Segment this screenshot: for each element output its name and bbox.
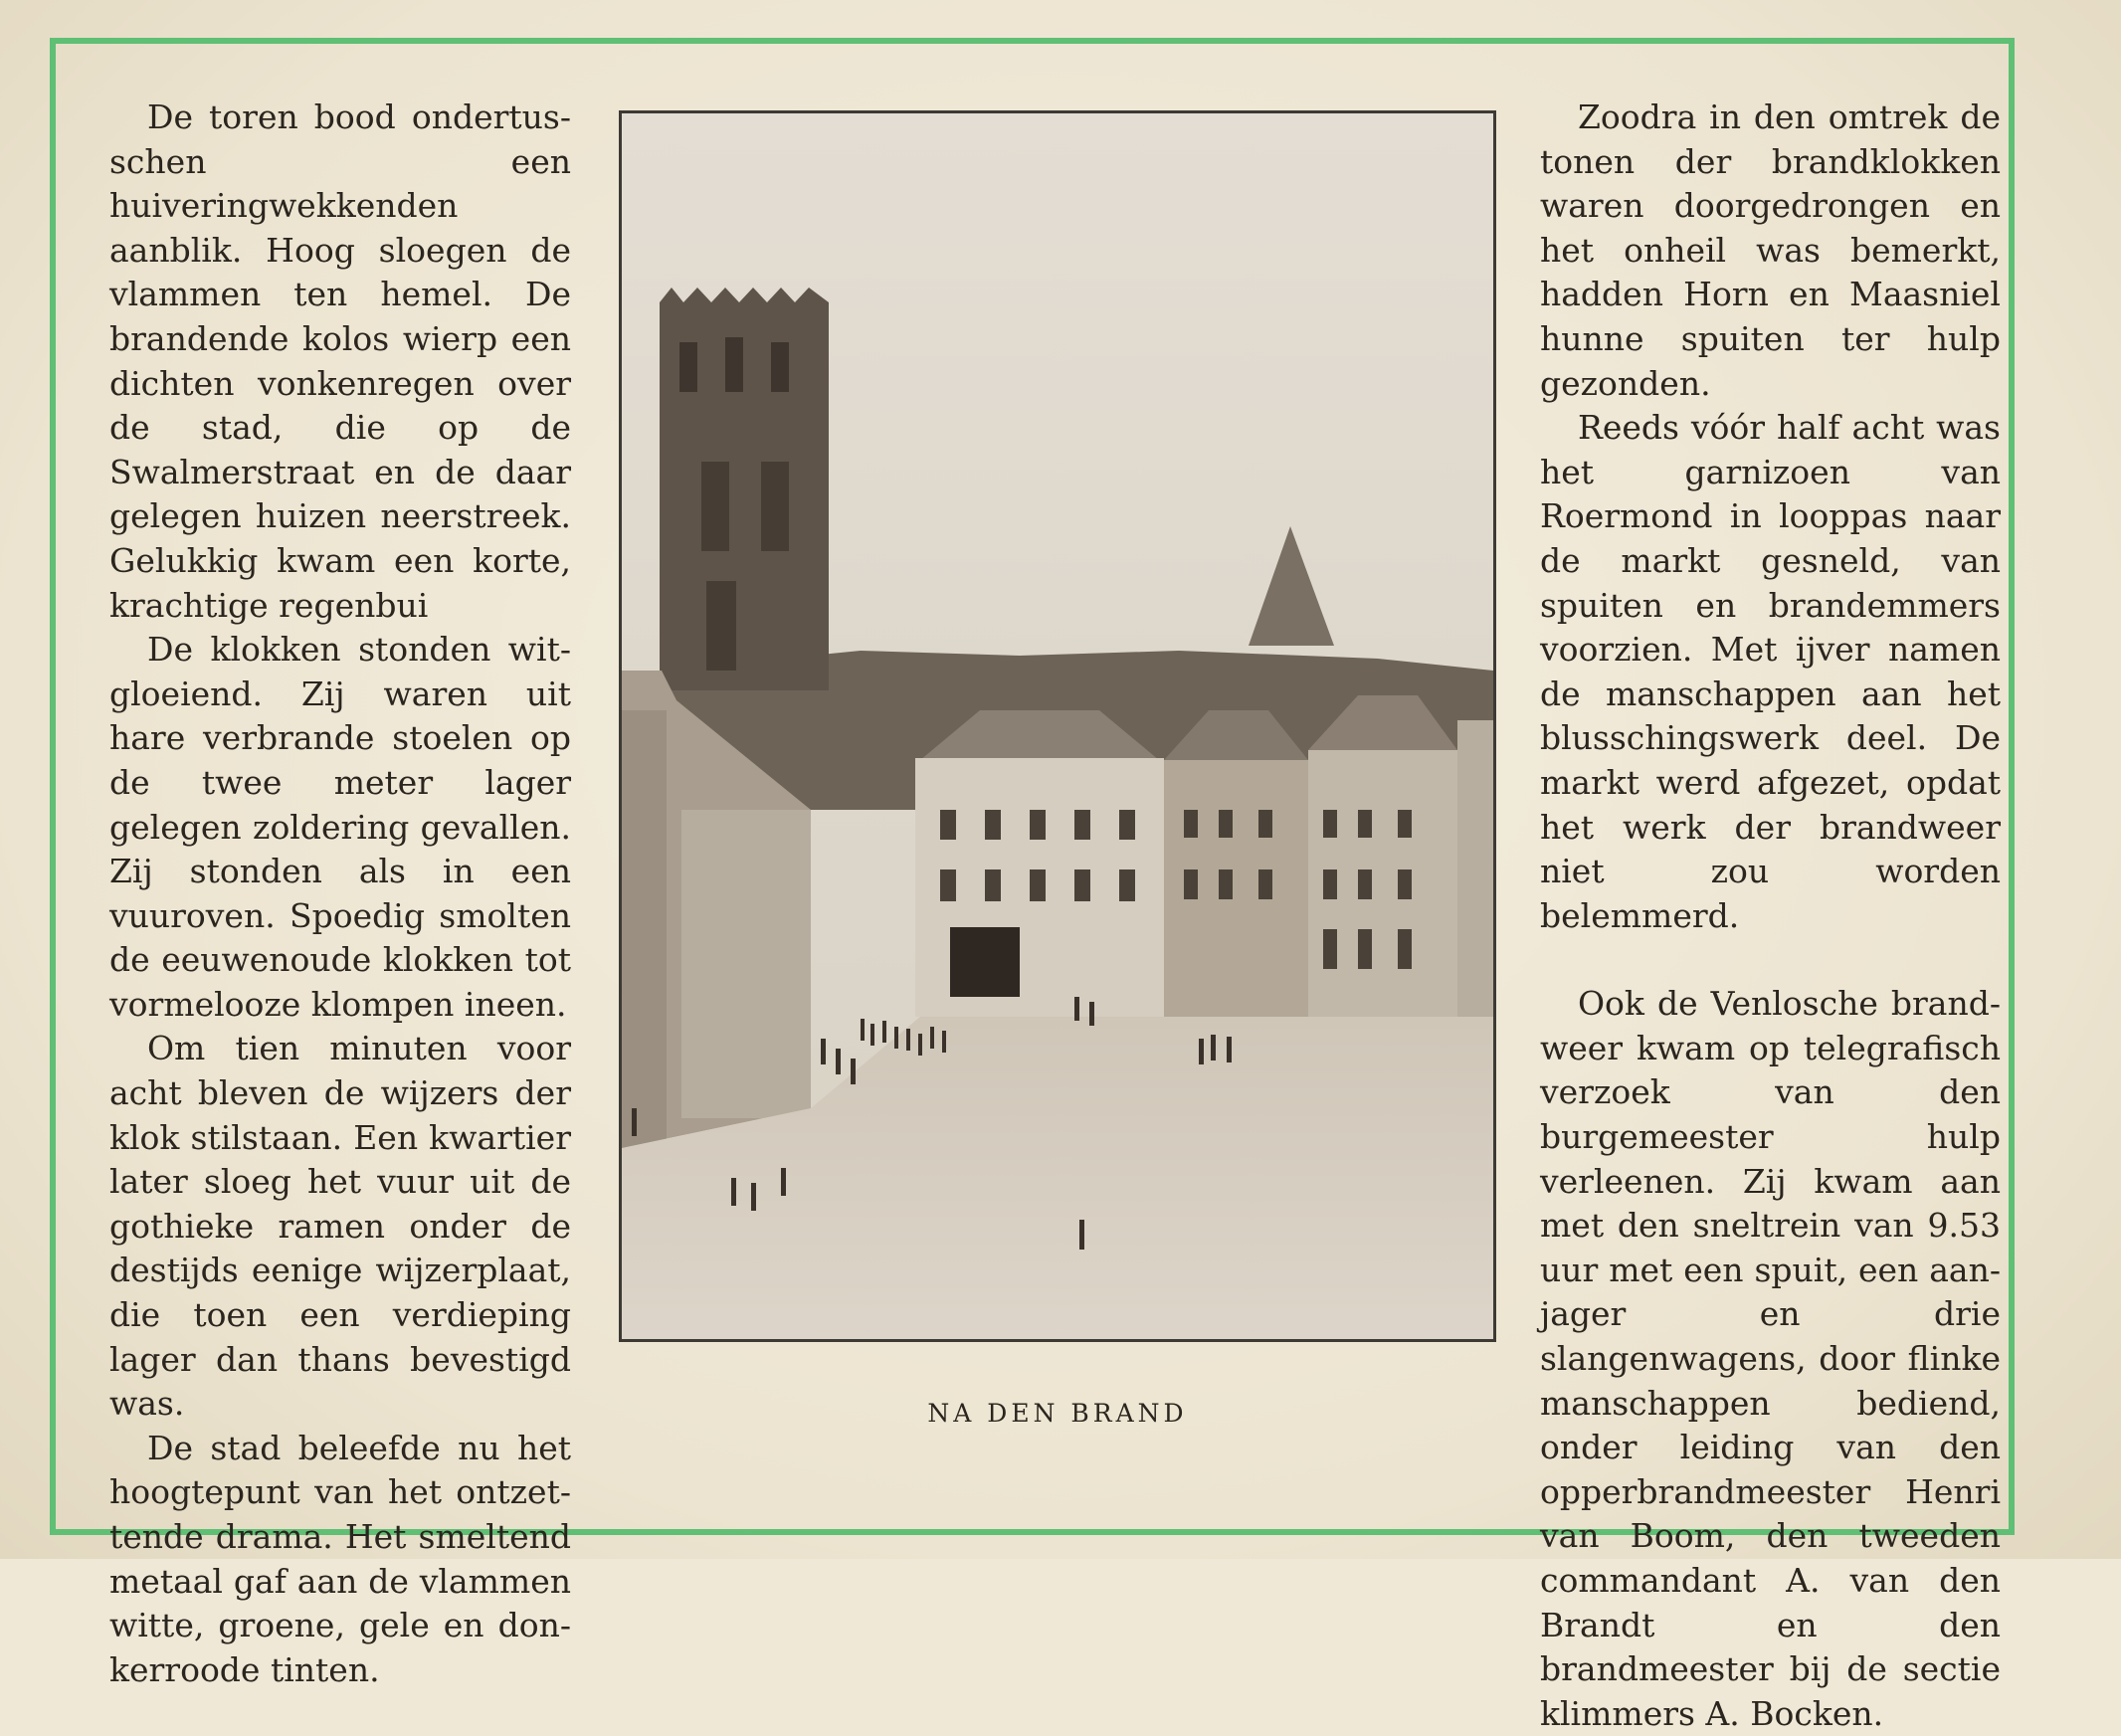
left-text-column [109, 96, 571, 1692]
right-paragraph-3: Ook de Venlosche brandweer kwam op telegrafisch verzoek van den burgemeester hulp verleenen. Zij kwam aan met den sneltrein van 9.53 uur met een spuit, een aanjager en drie slangenwagens, door flinke manschappen bediend, onder leiding van den opperbrandmeester Henri van Boom, den tweeden commandant A. van den Brandt en den brandmeester bij de sectie klimmers A. Bocken. [1540, 984, 2001, 1733]
left-paragraph-1: De toren bood ondertusschen een huiveringwekkenden aanblik. Hoog sloegen de vlammen ten hemel. De brandende kolos wierp een dichten vonkenregen over de stad, die op de Swalmerstraat en de daar gelegen huizen neerstreek. Gelukkig kwam een korte, krachtige regenbui [109, 97, 571, 625]
photo-caption: NA DEN BRAND [927, 1399, 1188, 1428]
left-paragraph-2: De klokken stonden witgloeiend. Zij waren uit hare verbrande stoelen op de twee meter lager gelegen zoldering gevallen. Zij stonden als in een vuuroven. Spoedig smolten de eeuwenoude klokken tot vormelooze klompen ineen. [109, 630, 571, 1024]
market-square-photo [619, 110, 1496, 1342]
left-paragraph-3: Om tien minuten voor acht bleven de wijzers der klok stilstaan. Een kwartier later sloeg het vuur uit de gothieke ramen onder de destijds eenige wijzerplaat, die toen een verdieping lager dan thans bevestigd was. [109, 1029, 571, 1424]
right-paragraph-1: Zoodra in den omtrek de tonen der brandklokken waren doorgedrongen en het onheil was bemerkt, hadden Horn en Maasniel hunne spuiten ter hulp gezonden. [1540, 97, 2001, 403]
right-text-column [1540, 96, 2001, 1736]
left-paragraph-4: De stad beleefde nu het hoogtepunt van het ontzettende drama. Het smeltend metaal gaf aan de vlammen witte, groene, gele en donkerroode tinten. [109, 1428, 571, 1689]
photo-illustration [622, 113, 1493, 1339]
right-paragraph-2: Reeds vóór half acht was het garnizoen van Roermond in looppas naar de markt gesneld, van spuiten en brandemmers voorzien. Met ijver namen de manschappen aan het blusschingswerk deel. De markt werd afgezet, opdat het werk der brandweer niet zou worden belemmerd. [1540, 408, 2001, 935]
